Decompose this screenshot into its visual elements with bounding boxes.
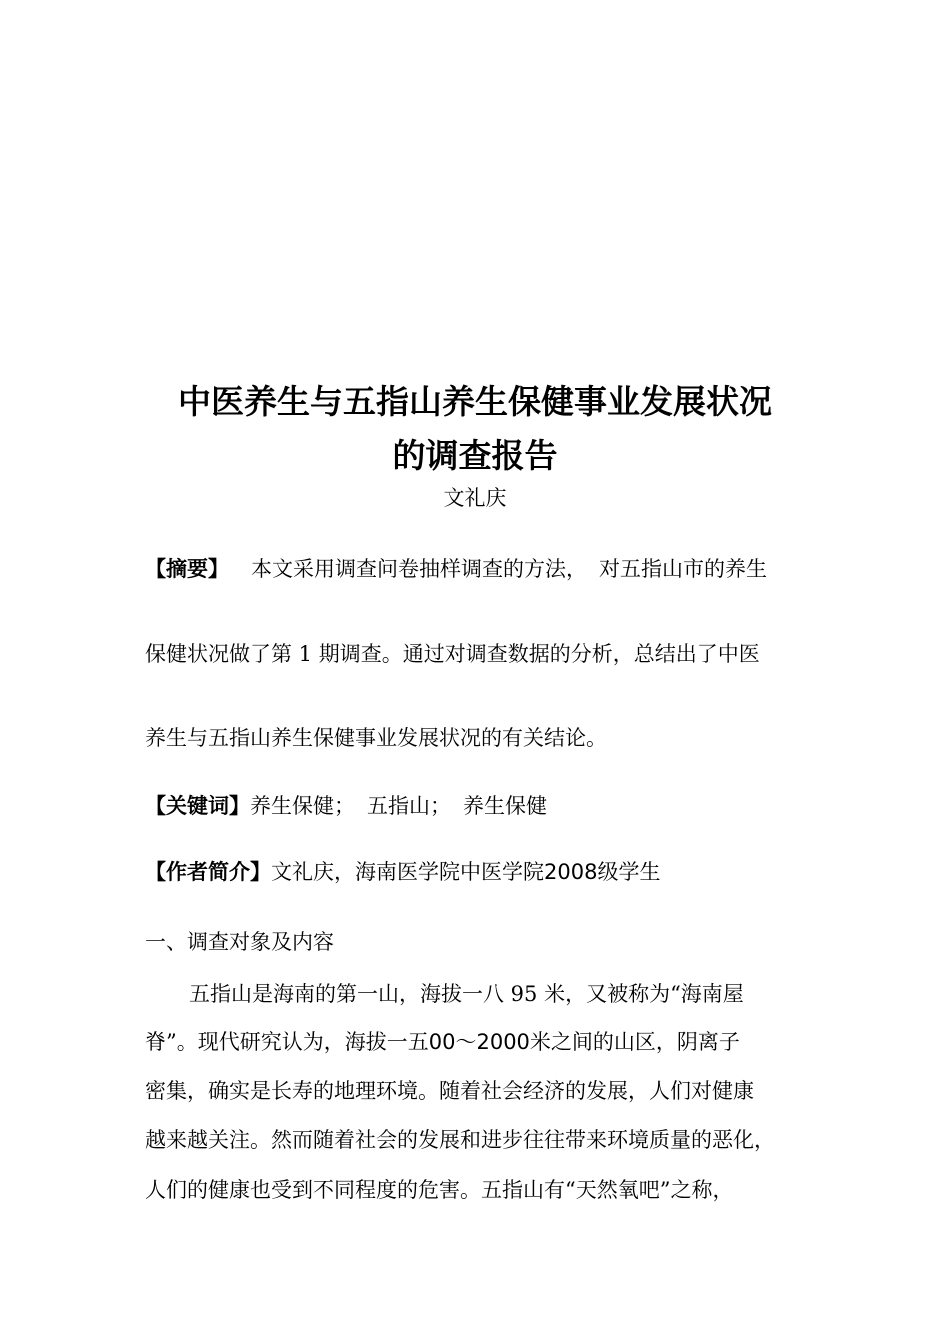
- paragraph-text-2c: 米之间的山区，阴离子: [529, 1030, 740, 1054]
- section-heading: 一、调查对象及内容: [145, 930, 334, 954]
- abstract-line-1: [145, 553, 825, 585]
- keyword-item: 养生保健；: [250, 794, 355, 818]
- paragraph-line-2: [145, 1026, 825, 1058]
- paragraph-line-5: 人们的健康也受到不同程度的危害。五指山有“天然氧吧”之称，: [145, 1178, 734, 1202]
- abstract-label: 【摘要】: [145, 557, 229, 581]
- paragraph-line-4: 越来越关注。然而随着社会的发展和进步往往带来环境质量的恶化，: [145, 1128, 775, 1152]
- paragraph-text-2a: 脊”。现代研究认为，海拔一五: [145, 1030, 429, 1054]
- title-line-2: 的调查报告: [392, 436, 558, 475]
- author-name: 文礼庆: [443, 486, 507, 510]
- author-bio-line: [145, 856, 825, 888]
- abstract-line-2: 保健状况做了第 1 期调查。通过对调查数据的分析，总结出了中医: [145, 642, 760, 666]
- keyword-item: 五指山；: [367, 794, 451, 818]
- altitude-range: 00～2000: [428, 1030, 530, 1054]
- author-bio-text-b: 级学生: [597, 860, 661, 884]
- paragraph-line-3: 密集，确实是长寿的地理环境。随着社会经济的发展，人们对健康: [145, 1079, 754, 1103]
- abstract-line-3: 养生与五指山养生保健事业发展状况的有关结论。: [145, 726, 607, 750]
- paragraph-line-1: 五指山是海南的第一山，海拔一八 95 米，又被称为“海南屋: [189, 982, 744, 1006]
- document-title: [120, 375, 830, 483]
- keyword-item: 养生保健: [463, 794, 547, 818]
- abstract-text-1b: 对五指山市的养生: [599, 557, 767, 581]
- author-bio-year: 2008: [544, 860, 598, 884]
- keywords-line: [145, 790, 825, 822]
- title-line-1: 中医养生与五指山养生保健事业发展状况: [178, 382, 772, 421]
- keywords-label: 【关键词】: [145, 794, 250, 818]
- abstract-text-1a: 本文采用调查问卷抽样调查的方法，: [251, 557, 587, 581]
- author-bio-text-a: 文礼庆，海南医学院中医学院: [271, 860, 544, 884]
- author-bio-label: 【作者简介】: [145, 860, 271, 884]
